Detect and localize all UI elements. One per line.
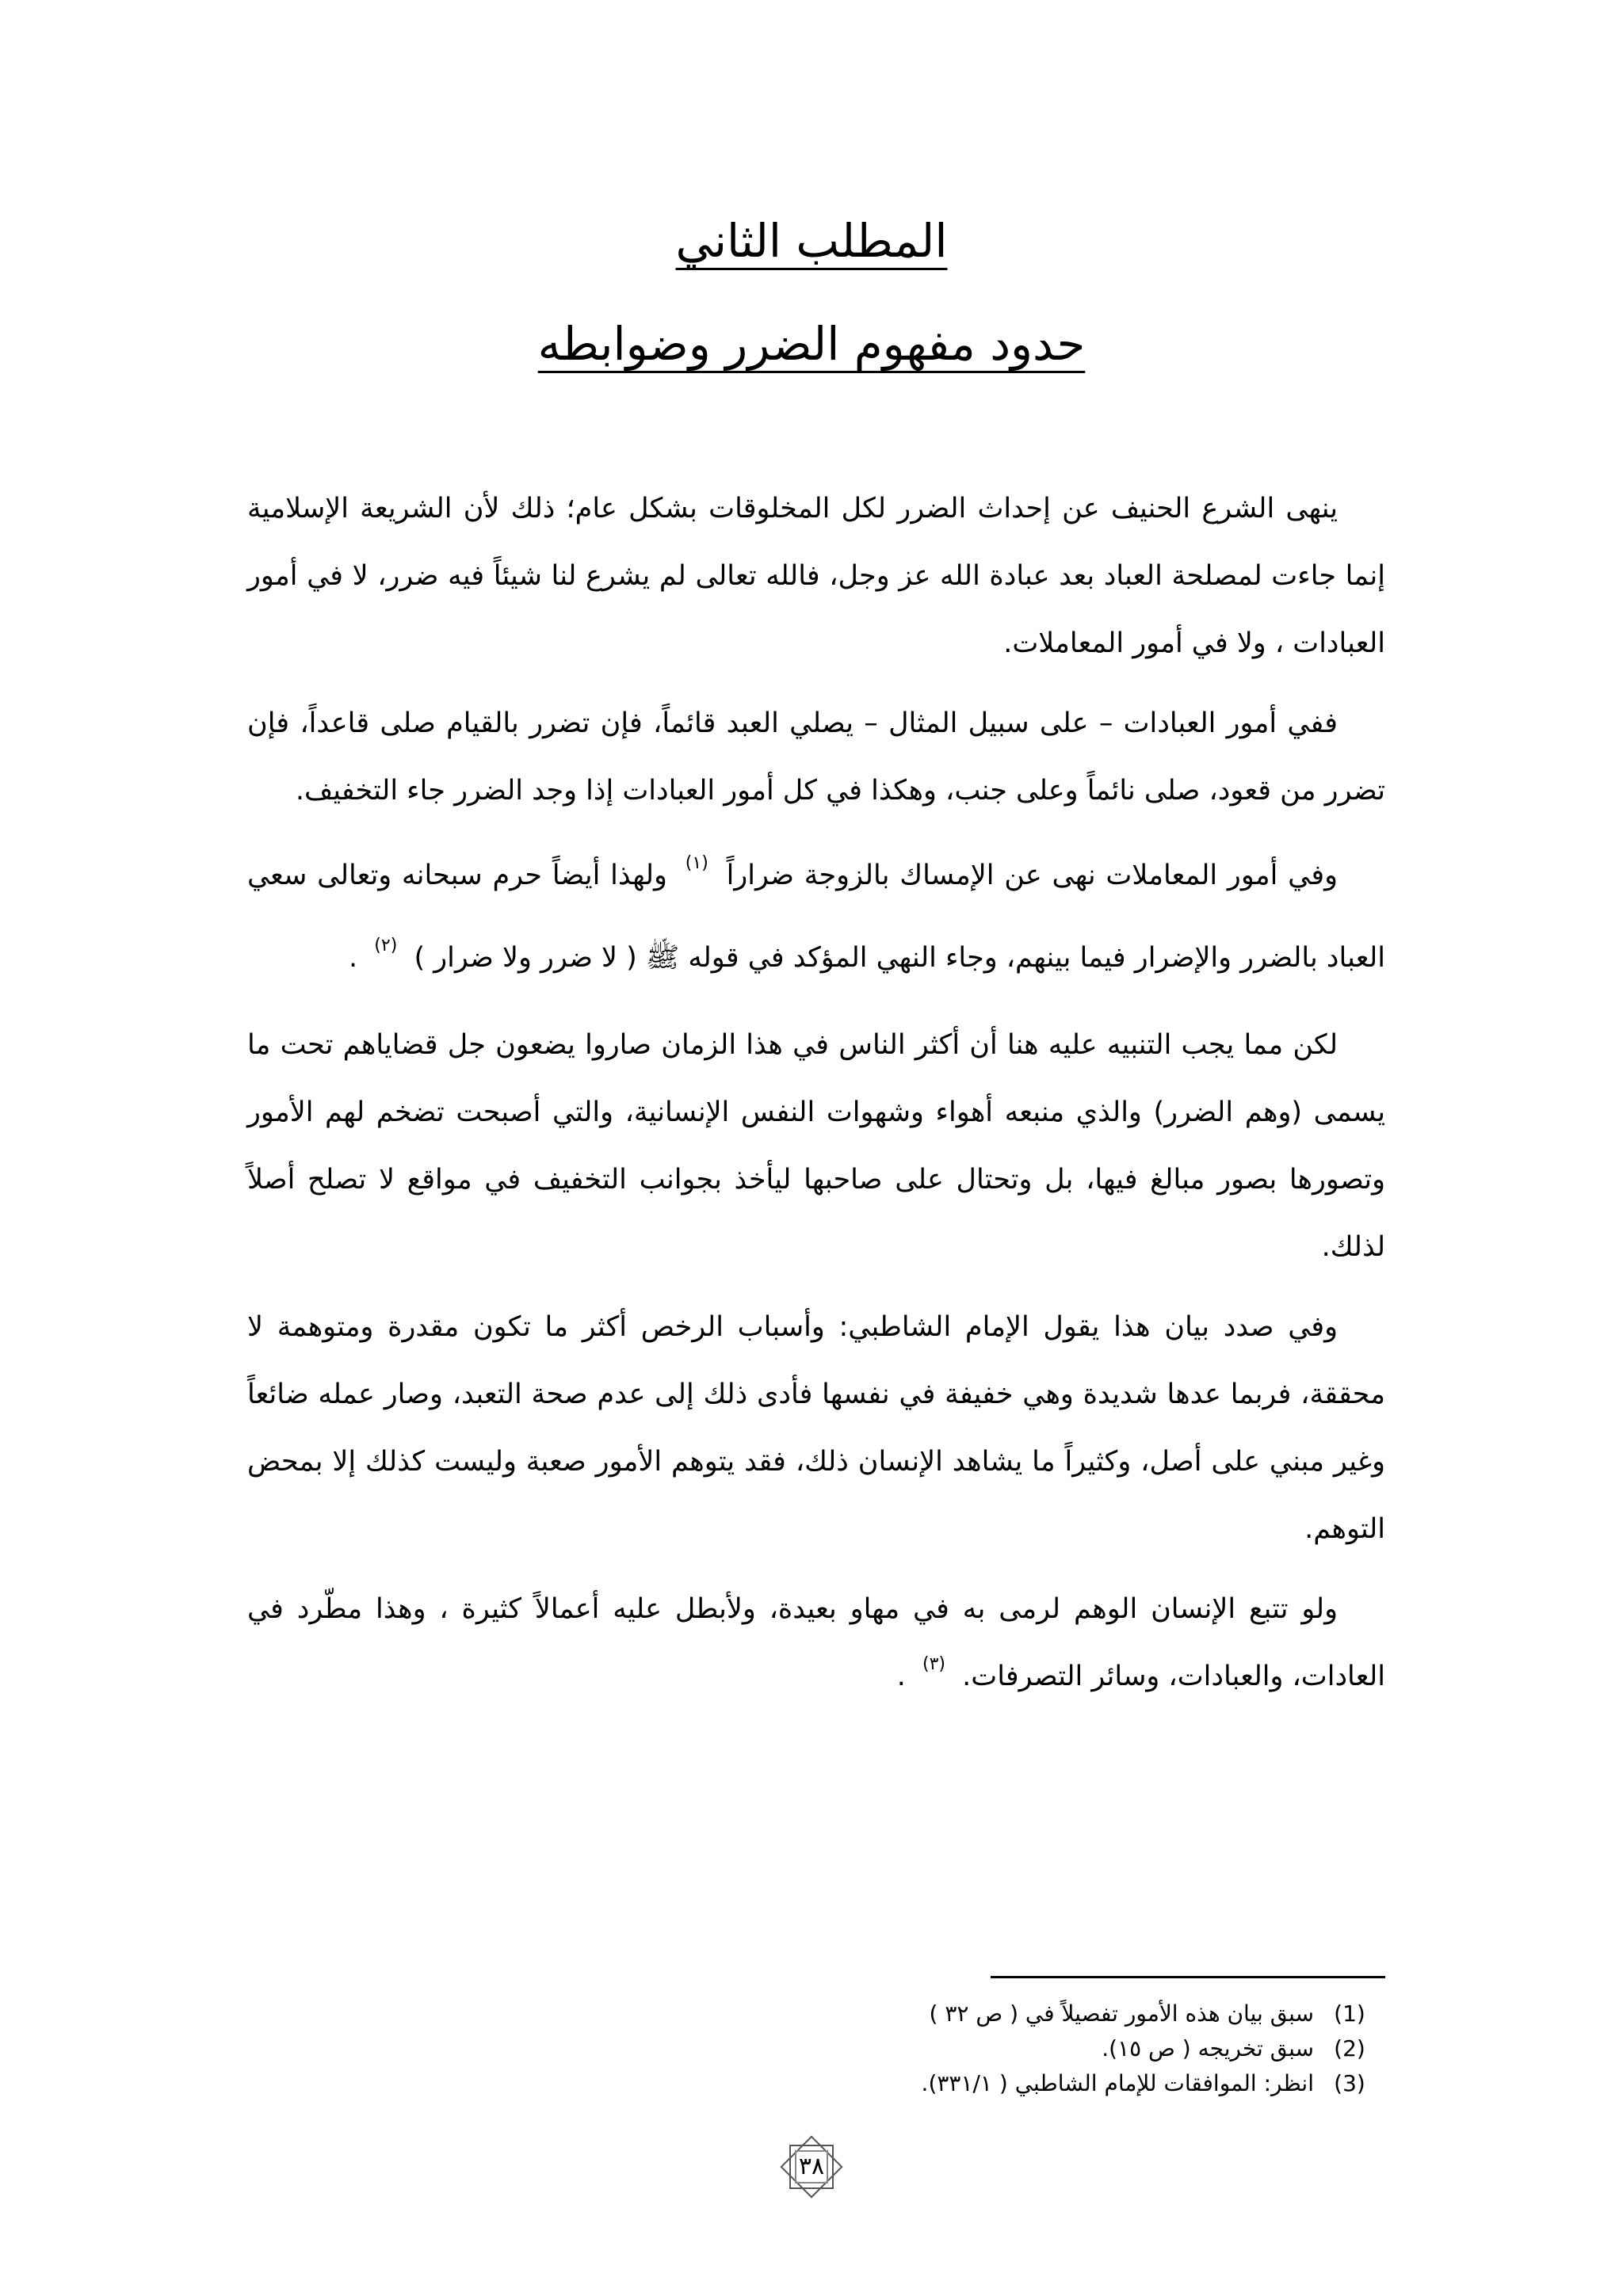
footnote-item [713,2031,1385,2066]
footnote-text: انظر: الموافقات للإمام الشاطبي ( ٣٣١/١). [921,2070,1314,2096]
paragraph-6-part-b: . [896,1661,906,1692]
paragraph-1: ينهى الشرع الحنيف عن إحداث الضرر لكل المخلوقات بشكل عام؛ ذلك لأن الشريعة الإسلامية إنما جاءت لمصلحة العباد بعد عبادة الله عز وجل، فالله تعالى لم يشرع لنا شيئاً فيه ضرر، لا في أمور العبادات ، ولا في أمور المعاملات. [247,493,1385,659]
footnote-item [713,2066,1385,2101]
paragraph-5: وفي صدد بيان هذا يقول الإمام الشاطبي: وأسباب الرخص أكثر ما تكون مقدرة ومتوهمة لا محققة، فربما عدها شديدة وهي خفيفة في نفسها فأدى ذلك إلى عدم صحة التعبد، وصار عمله ضائعاً وغير مبني على أصل، وكثيراً ما يشاهد الإنسان ذلك، فقد يتوهم الأمور صعبة وليست كذلك إلا بمحض التوهم. [247,1311,1385,1545]
section-title: المطلب الثاني [675,214,948,268]
paragraph-6-part-a: ولو تتبع الإنسان الوهم لرمى به في مهاو بعيدة، ولأبطل عليه أعمالاً كثيرة ، وهذا مطّرد في العادات، والعبادات، وسائر التصرفات. [247,1593,1385,1692]
paragraph-3-part-a: وفي أمور المعاملات نهى عن الإمساك بالزوجة ضراراً [726,860,1338,891]
paragraph-3-part-c: . [349,942,358,974]
body-text [247,475,1385,1723]
footnote-marker-2[interactable]: (٢) [374,936,398,955]
footnote-separator [991,1976,1385,1978]
footnote-text: سبق بيان هذه الأمور تفصيلاً في ( ص ٣٢ ) [929,2000,1314,2027]
footnote-item [713,1997,1385,2031]
paragraph-3 [247,834,1385,999]
paragraph-6 [247,1576,1385,1711]
page-number: ٣٨ [798,2153,825,2180]
paragraph-3-part-b: ولهذا أيضاً حرم سبحانه وتعالى سعي العباد بالضرر والإضرار فيما بينهم، وجاء النهي المؤكد في قوله ﷺ ( لا ضرر ولا ضرار ) [247,860,1385,974]
section-subtitle: حدود مفهوم الضرر وضوابطه [537,317,1086,371]
paragraph-2: ففي أمور العبادات – على سبيل المثال – يصلي العبد قائماً، فإن تضرر بالقيام صلى قاعداً، فإن تضرر من قعود، صلى نائماً وعلى جنب، وهكذا في كل أمور العبادات إذا وجد الضرر جاء التخفيف. [247,707,1385,807]
footnote-marker-1[interactable]: (١) [685,853,708,873]
footnote-number: (1) [1334,2000,1365,2027]
footnotes [713,1997,1385,2101]
footnote-text: سبق تخريجه ( ص ١٥). [1102,2035,1314,2061]
footnote-marker-3[interactable]: (٣) [922,1654,945,1674]
footnote-number: (2) [1334,2035,1365,2061]
paragraph-4: لكن مما يجب التنبيه عليه هنا أن أكثر الناس في هذا الزمان صاروا يضعون جل قضاياهم تحت ما يسمى (وهم الضرر) والذي منبعه أهواء وشهوات النفس الإنسانية، والتي أصبحت تضخم لهم الأمور وتصورها بصور مبالغ فيها، بل وتحتال على صاحبها ليأخذ بجوانب التخفيف في مواقع لا تصلح أصلاً لذلك. [247,1029,1385,1263]
footnote-number: (3) [1334,2070,1365,2096]
